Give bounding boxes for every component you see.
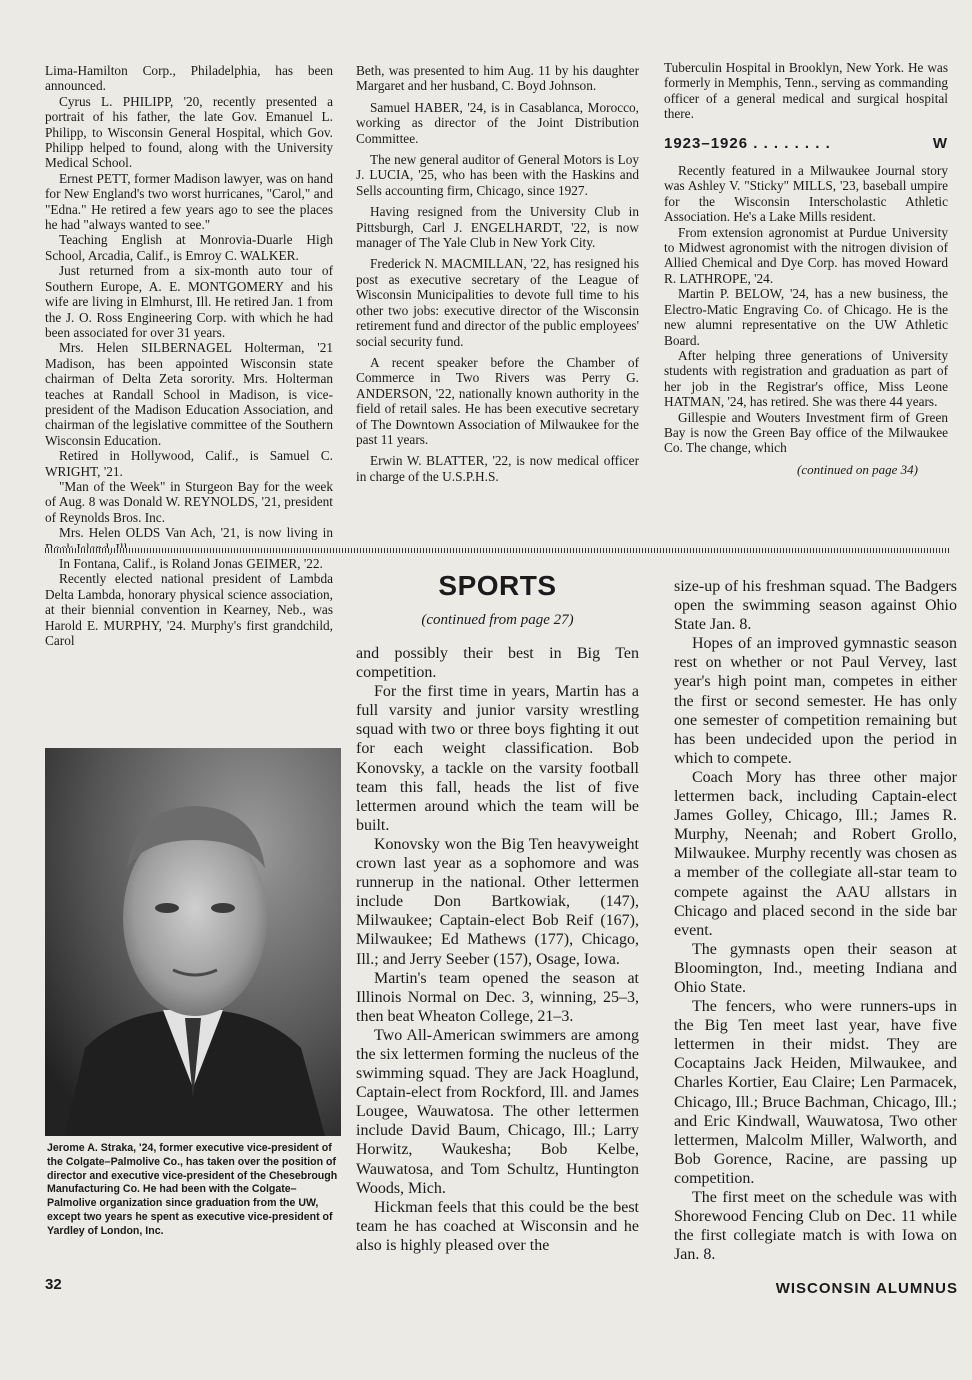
sports-paragraph: and possibly their best in Big Ten competition. bbox=[356, 645, 639, 682]
note-paragraph: Erwin W. BLATTER, '22, is now medical officer in charge of the U.S.P.H.S. bbox=[356, 453, 639, 484]
note-paragraph: In Fontana, Calif., is Roland Jonas GEIMER, '22. bbox=[59, 556, 323, 571]
sports-paragraph: Coach Mory has three other major lettermen back, including Captain-elect James Golley, Chicago, Ill.; James R. Murphy, Neenah; and Robert Grollo, Milwaukee. Murphy recently was chosen as a member of the collegiate all-star team to compete against the AAU allstars in Chicago and placed second in the side bar event. bbox=[674, 768, 957, 939]
note-paragraph: Teaching English at Monrovia-Duarle High School, Arcadia, Calif., is Emroy C. WALKER. bbox=[45, 232, 333, 263]
note-paragraph: Having resigned from the University Club in Pittsburgh, Carl J. ENGELHARDT, '22, is now manager of The Yale Club in New York City. bbox=[356, 204, 639, 251]
sports-paragraph: The first meet on the schedule was with Shorewood Fencing Club on Dec. 11 while the first collegiate match is with Iowa on Jan. 8. bbox=[674, 1189, 957, 1264]
sports-paragraph: Konovsky won the Big Ten heavyweight crown last year as a sophomore and was runnerup in the national. Other lettermen include Don Bartkowiak, (147), Milwaukee; Captain-elect Bob Reif (167), Milwaukee; Ed Mathews (177), Chicago, Ill.; and Jerry Seeber (157), Osage, Iowa. bbox=[356, 835, 639, 968]
sports-paragraph: Hickman feels that this could be the best team he has coached at Wisconsin and he also is highly pleased over the bbox=[356, 1198, 639, 1254]
sports-paragraph: Hopes of an improved gymnastic season rest on whether or not Paul Vervey, last year's high point man, competes in either the first or second semester. He has only one semester of competition remaining but has been undecided upon the period in which to compete. bbox=[674, 635, 957, 767]
sports-heading: SPORTS bbox=[438, 570, 557, 601]
note-paragraph: Gillespie and Wouters Investment firm of Green Bay is now the Green Bay office of the Milwaukee Co. The change, which bbox=[664, 409, 948, 456]
note-paragraph: Frederick N. MACMILLAN, '22, has resigned his post as executive secretary of the League of Wisconsin Municipalities to devote full time to his other two jobs: executive director of the Wisconsin retirement fund and director of the public employees' social security fund. bbox=[356, 256, 639, 349]
note-paragraph: After helping three generations of University students with registration and graduation as part of her job in the Registrar's office, Miss Leone HATMAN, '24, has retired. She was there 44 years. bbox=[664, 347, 948, 410]
note-paragraph: Recently featured in a Milwaukee Journal story was Ashley V. "Sticky" MILLS, '23, baseball umpire for the Wisconsin Interscholastic Athletic Association. He's a Lake Mills resident. bbox=[664, 163, 948, 225]
note-paragraph: The new general auditor of General Motors is Loy J. LUCIA, '25, who has been with the Haskins and Sells accounting firm, Chicago, since 1927. bbox=[356, 152, 639, 198]
class-years-letter: W bbox=[932, 134, 948, 152]
note-paragraph: "Man of the Week" in Sturgeon Bay for the week of Aug. 8 was Donald W. REYNOLDS, '21, president of Reynolds Bros. Inc. bbox=[45, 478, 333, 525]
portrait-photo bbox=[45, 748, 341, 1136]
note-paragraph: Recently elected national president of Lambda Delta Lambda, honorary physical science association, at their biennial convention in Kearney, Neb., was Harold E. MURPHY, '24. Murphy's first grandchild, Carol bbox=[45, 571, 333, 649]
sports-column-2 bbox=[674, 577, 957, 1264]
note-paragraph: Retired in Hollywood, Calif., is Samuel C. WRIGHT, '21. bbox=[45, 448, 333, 479]
note-paragraph: Mrs. Helen SILBERNAGEL Holterman, '21 Madison, has been appointed Wisconsin state chairman of Delta Zeta sorority. Mrs. Holterman teaches at Randall School in Madison, is vice-president of the Madison Education Association, and chairman of the legislative committee of the Southern Wisconsin Education. bbox=[45, 340, 333, 448]
note-paragraph: Lima-Hamilton Corp., Philadelphia, has been announced. bbox=[45, 63, 333, 94]
note-paragraph: Martin P. BELOW, '24, has a new business, the Electro-Matic Engraving Co. of Chicago. He is the new alumni representative on the UW Athletic Board. bbox=[664, 286, 948, 348]
sports-paragraph: The fencers, who were runners-ups in the Big Ten meet last year, have five lettermen in their midst. They are Cocaptains Jack Heiden, Milwaukee, and Charles Kortier, Eau Claire; Len Parmacek, Chicago, Ill.; Bruce Bachman, Chicago, Ill.; and Eric Kindwall, Wauwatosa, Two other lettermen, Malcolm Miller, Walworth, and Bob Gorence, Racine, are passing up competition. bbox=[674, 998, 957, 1187]
sports-paragraph: Two All-American swimmers are among the six lettermen forming the nucleus of the swimming squad. They are Jack Hoaglund, Captain-elect from Rockford, Ill. and James Lougee, Wauwatosa. The other lettermen include David Baum, Chicago, Ill.; Larry Horwitz, Waukesha; Bob Kelbe, Wauwatosa, and Tom Schultz, Huntington Woods, Mich. bbox=[356, 1026, 639, 1197]
magazine-title: WISCONSIN ALUMNUS bbox=[775, 1280, 958, 1297]
note-paragraph: Ernest PETT, former Madison lawyer, was on hand for New England's two worst hurricanes, "Carol," and "Edna." He retired a few years ago to see the places he had "always wanted to see." bbox=[45, 170, 333, 233]
note-paragraph: Beth, was presented to him Aug. 11 by his daughter Margaret and her husband, C. Boyd Johnson. bbox=[356, 63, 639, 94]
sports-paragraph: For the first time in years, Martin has a full varsity and junior varsity wrestling squad with two or three boys fighting it out for each weight classification. Bob Konovsky, a tackle on the varsity football team this fall, heads the list of five lettermen around which the team will be built. bbox=[356, 683, 639, 834]
note-paragraph: Mrs. Helen OLDS Van Ach, '21, is now living in bbox=[59, 525, 333, 541]
portrait-illustration bbox=[45, 748, 341, 1136]
note-paragraph: From extension agronomist at Purdue University to Midwest agronomist with the nitrogen division of Allied Chemical and Dye Corp. has moved Howard R. LATHROPE, '24. bbox=[664, 224, 948, 286]
note-paragraph: A recent speaker before the Chamber of Commerce in Two Rivers was Perry G. ANDERSON, '22, nationally known authority in the field of retail sales. He has been executive secretary of The Downtown Association of Milwaukee for the past 11 years. bbox=[356, 354, 639, 447]
section-divider bbox=[45, 548, 950, 553]
sports-continued-note: (continued from page 27) bbox=[421, 612, 574, 628]
sports-paragraph: The gymnasts open their season at Bloomington, Ind., meeting Indiana and Ohio State. bbox=[674, 940, 957, 996]
photo-caption: Jerome A. Straka, '24, former executive vice-president of the Colgate–Palmolive Co., has taken over the position of director and executive vice-president of the Chesebrough Manufacturing Co. He had been with the Colgate–Palmolive organization since graduation from the UW, except two years he spent as executive vice-president of Yardley of London, Inc. bbox=[47, 1142, 338, 1237]
class-years-title: 1923–1926 . . . . . . . . bbox=[664, 134, 831, 152]
continued-note: (continued on page 34) bbox=[797, 461, 918, 477]
note-paragraph: Just returned from a six-month auto tour of Southern Europe, A. E. MONTGOMERY and his wife are living in Elmhurst, Ill. He retired Jan. 1 from the J. O. Ross Engineering Corp. with which he had been associated for over 31 years. bbox=[45, 263, 333, 340]
sports-paragraph: Martin's team opened the season at Illinois Normal on Dec. 3, winning, 25–3, then beat Wheaton College, 21–3. bbox=[356, 969, 639, 1025]
alumni-notes-column-1 bbox=[45, 63, 333, 648]
note-paragraph: Tuberculin Hospital in Brooklyn, New York. He was formerly in Memphis, Tenn., serving as commanding officer of a general medical and surgical hospital there. bbox=[664, 60, 948, 122]
note-paragraph: Samuel HABER, '24, is in Casablanca, Morocco, working as director of the Joint Distribution Committee. bbox=[356, 99, 639, 146]
alumni-notes-column-2 bbox=[356, 63, 639, 490]
sports-paragraph: size-up of his freshman squad. The Badgers open the swimming season against Ohio State Jan. 8. bbox=[674, 578, 957, 634]
page-number: 32 bbox=[45, 1276, 62, 1293]
sports-column-1 bbox=[356, 644, 639, 1255]
class-years-heading bbox=[664, 136, 948, 151]
alumni-notes-column-3 bbox=[664, 60, 948, 477]
note-paragraph: Cyrus L. PHILIPP, '20, recently presented a portrait of his father, the late Gov. Emanuel L. Philipp, to Wisconsin General Hospital, which Gov. Philipp helped to found, along with the University Medical School. bbox=[45, 93, 333, 171]
